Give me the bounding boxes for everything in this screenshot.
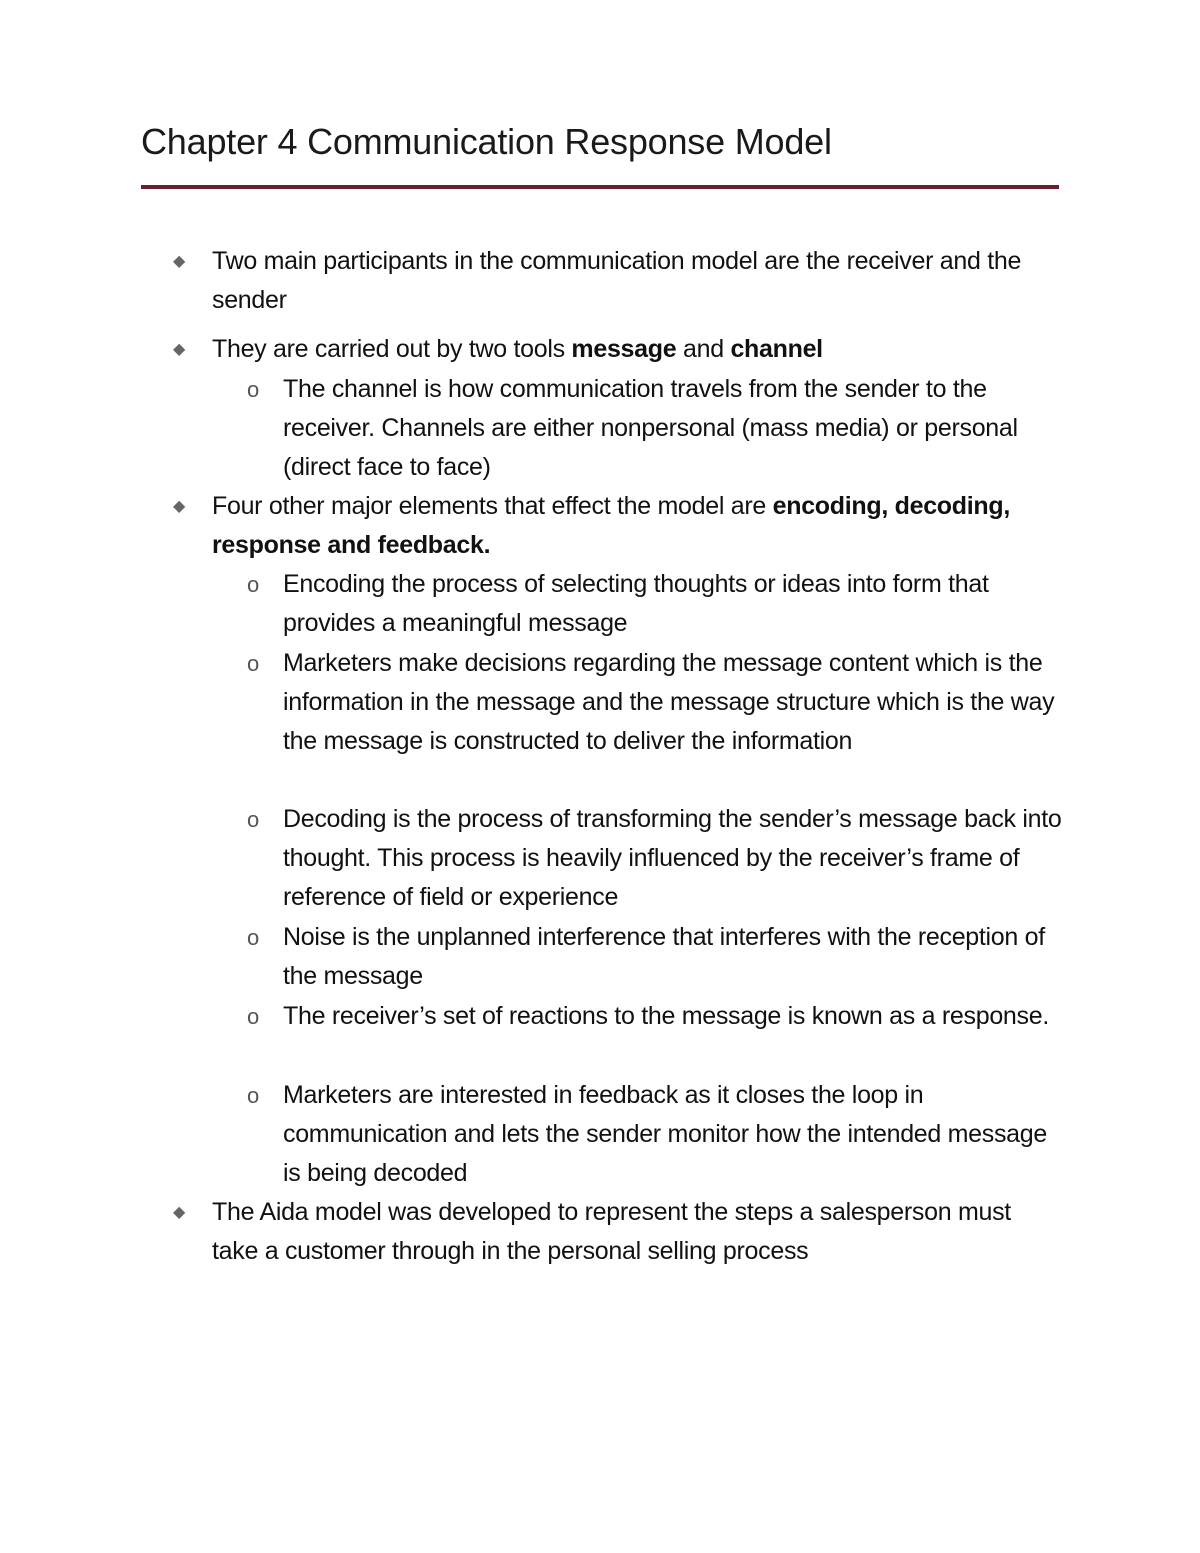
circle-bullet-icon: o <box>247 572 259 597</box>
list-item-text: Noise is the unplanned interference that interferes with the reception of the message <box>283 923 1045 990</box>
list-item <box>173 487 1042 565</box>
list-item-text: Encoding the process of selecting thoughts or ideas into form that provides a meaningful message <box>283 570 989 637</box>
list-item-text: The Aida model was developed to represent the steps a salesperson must take a customer through in the personal selling process <box>212 1198 1011 1265</box>
list-item <box>247 644 1063 761</box>
circle-bullet-icon: o <box>247 651 259 676</box>
page-title: Chapter 4 Communication Response Model <box>141 121 832 162</box>
bold-term-channel: channel <box>730 335 823 363</box>
list-item <box>247 997 1063 1036</box>
list-item-text: The receiver’s set of reactions to the message is known as a response. <box>283 1002 1049 1030</box>
list-item <box>173 242 1042 320</box>
list-item-text: Marketers make decisions regarding the message content which is the information in the message and the message structure which is the way the message is constructed to deliver the information <box>283 649 1055 755</box>
list-item-text: The channel is how communication travels from the sender to the receiver. Channels are either nonpersonal (mass media) or personal (direct face to face) <box>283 375 1018 481</box>
diamond-bullet-icon: ◆ <box>173 341 186 358</box>
circle-bullet-icon: o <box>247 925 259 950</box>
circle-bullet-icon: o <box>247 377 259 402</box>
diamond-bullet-icon: ◆ <box>173 498 186 515</box>
list-item-text: They are carried out by two tools <box>212 335 572 363</box>
list-item-text: and <box>676 335 731 363</box>
list-item <box>247 800 1063 917</box>
circle-bullet-icon: o <box>247 1004 259 1029</box>
list-item <box>247 565 1063 643</box>
bold-terms: encoding, decoding, response and feedback. <box>212 492 1010 559</box>
diamond-bullet-icon: ◆ <box>173 253 186 270</box>
circle-bullet-icon: o <box>247 807 259 832</box>
list-item <box>247 1076 1063 1193</box>
list-item <box>173 330 1042 369</box>
circle-bullet-icon: o <box>247 1083 259 1108</box>
list-item-text: Decoding is the process of transforming the sender’s message back into thought. This process is heavily influenced by the receiver’s frame of reference of field or experience <box>283 805 1062 911</box>
list-item-text: Marketers are interested in feedback as it closes the loop in communication and lets the sender monitor how the intended message is being decoded <box>283 1081 1047 1187</box>
title-underline-rule <box>141 185 1059 189</box>
list-item <box>247 918 1063 996</box>
list-item-text: Four other major elements that effect the model are <box>212 492 773 520</box>
bold-term-message: message <box>571 335 677 363</box>
list-item-text: Two main participants in the communication model are the receiver and the sender <box>212 247 1022 314</box>
list-item <box>247 370 1063 487</box>
list-item <box>173 1193 1042 1271</box>
diamond-bullet-icon: ◆ <box>173 1204 186 1221</box>
